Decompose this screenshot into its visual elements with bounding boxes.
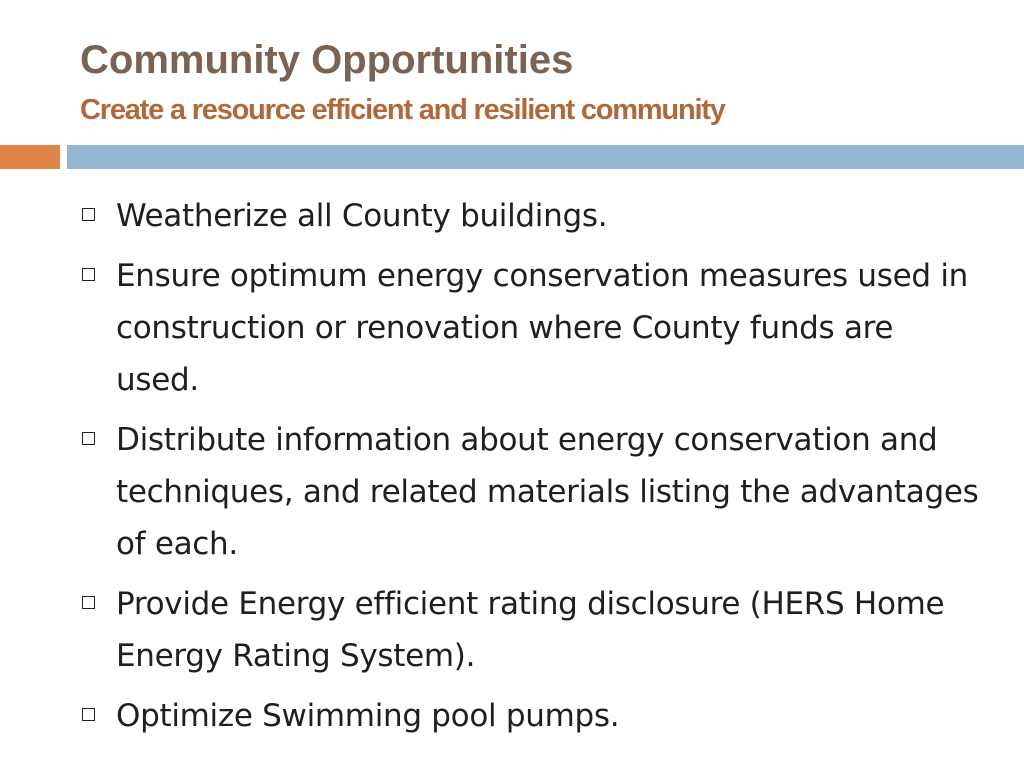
bullet-item: [80, 250, 985, 406]
bullet-text: Ensure optimum energy conservation measures used in construction or renovation where County funds are used.: [116, 258, 968, 398]
bullet-item: [80, 578, 985, 682]
bullet-list: [80, 190, 985, 750]
bullet-item: [80, 190, 985, 242]
bullet-item: [80, 690, 985, 742]
slide-subtitle: Create a resource efficient and resilient community: [80, 94, 725, 126]
square-bullet-icon: [82, 708, 95, 721]
bullet-text: Weatherize all County buildings.: [116, 198, 608, 234]
bullet-text: Distribute information about energy conservation and techniques, and related materials listing the advantages of each.: [116, 422, 979, 562]
bullet-item: [80, 414, 985, 570]
header-divider-bar: [67, 145, 1024, 169]
slide-title: Community Opportunities: [80, 38, 574, 82]
square-bullet-icon: [82, 596, 95, 609]
bullet-text: Optimize Swimming pool pumps.: [116, 698, 620, 734]
square-bullet-icon: [82, 208, 95, 221]
bullet-text: Provide Energy efficient rating disclosure (HERS Home Energy Rating System).: [116, 586, 945, 674]
square-bullet-icon: [82, 432, 95, 445]
square-bullet-icon: [82, 268, 95, 281]
accent-bar: [0, 145, 60, 169]
